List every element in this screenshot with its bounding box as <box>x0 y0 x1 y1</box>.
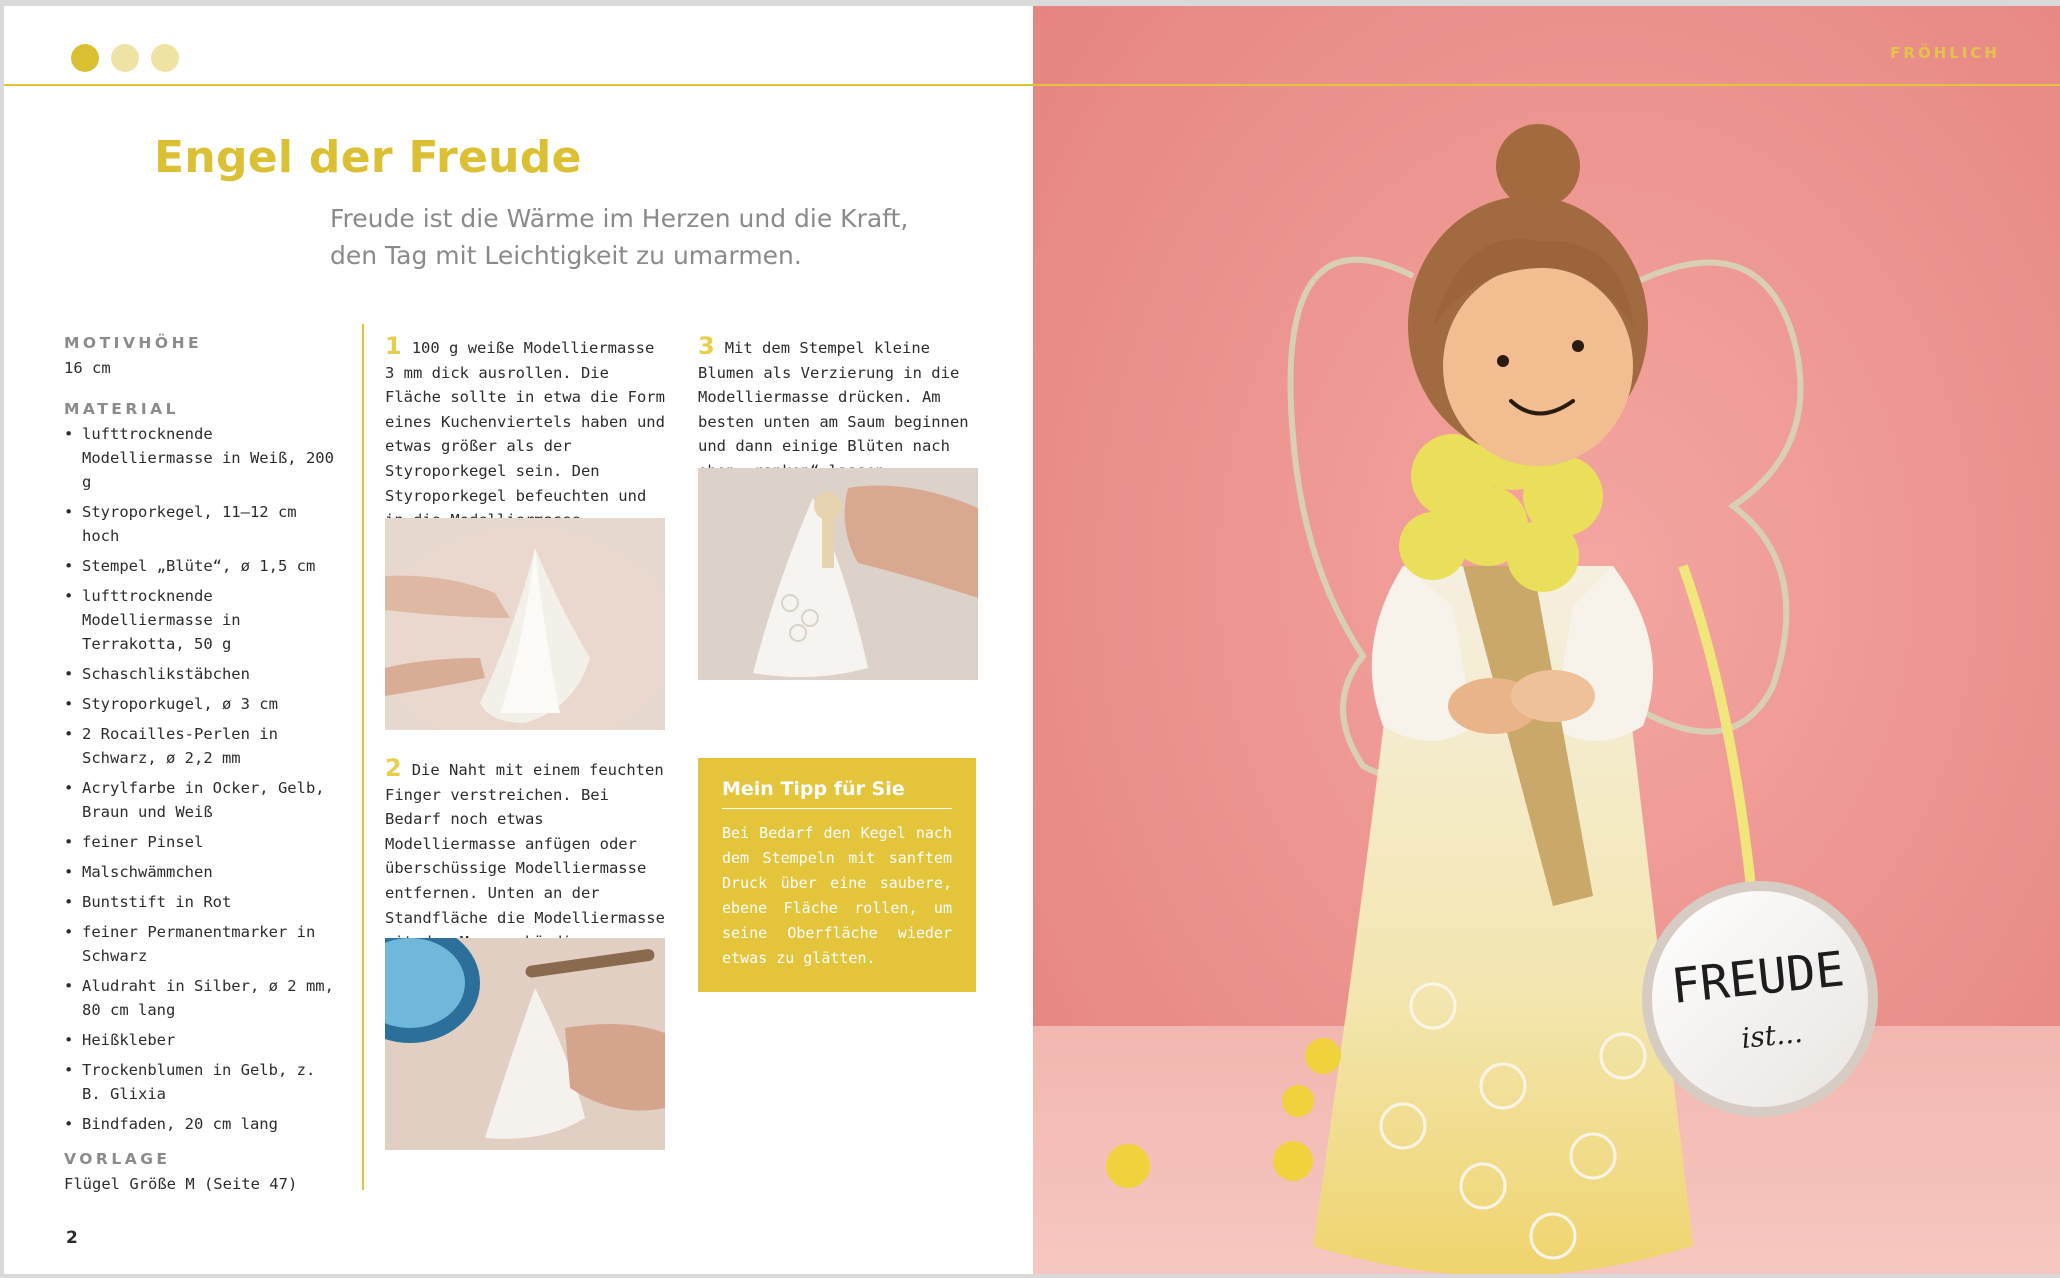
step-3-number: 3 <box>698 332 715 360</box>
step-1-text: 100 g weiße Modelliermasse 3 mm dick ausrollen. Die Fläche sollte in etwa die Form eines Kuchenviertels haben und etwas größer als der Styroporkegel sein. Den Styroporkegel befeuchten und <box>385 339 665 505</box>
tip-box <box>698 758 976 992</box>
right-page <box>1033 6 2060 1274</box>
list-item: • feiner Pinsel <box>64 830 334 854</box>
tip-title: Mein Tipp für Sie <box>722 778 952 809</box>
list-item: • Acrylfarbe in Ocker, Gelb, Braun und Weiß <box>64 776 334 824</box>
list-item: • Schaschlikstäbchen <box>64 662 334 686</box>
step-1-photo <box>385 518 665 730</box>
material-list <box>64 422 334 1136</box>
dot-3 <box>151 44 179 72</box>
motivhoehe-label: MOTIVHÖHE <box>64 334 203 352</box>
tag-text-1: FREUDE <box>1668 941 1847 1016</box>
list-item: • feiner Permanentmarker in Schwarz <box>64 920 334 968</box>
running-head: FRÖHLICH <box>1890 44 2000 62</box>
list-item: • Malschwämmchen <box>64 860 334 884</box>
page-dots <box>71 44 179 72</box>
list-item: • Aludraht in Silber, ø 2 mm, 80 cm lang <box>64 974 334 1022</box>
page-subtitle <box>330 200 970 274</box>
material-sidebar <box>64 334 334 1216</box>
list-item: • Stempel „Blüte“, ø 1,5 cm <box>64 554 334 578</box>
angel-photo <box>1033 6 2060 1274</box>
material-label: MATERIAL <box>64 400 179 418</box>
list-item: • 2 Rocailles-Perlen in Schwarz, ø 2,2 mm <box>64 722 334 770</box>
list-item: • Heißkleber <box>64 1028 334 1052</box>
step-2-photo <box>385 938 665 1150</box>
column-divider <box>362 324 364 1190</box>
step-2-number: 2 <box>385 754 402 782</box>
header-rule-right <box>1033 84 2060 86</box>
list-item: • Trockenblumen in Gelb, z. B. Glixia <box>64 1058 334 1106</box>
list-item: • lufttrocknende Modelliermasse in Terrakotta, 50 g <box>64 584 334 656</box>
material-block <box>64 400 334 1136</box>
step-2-illustration <box>385 938 665 1150</box>
vorlage-label: VORLAGE <box>64 1150 171 1168</box>
page-title: Engel der Freude <box>154 132 582 183</box>
list-item: • Styroporkugel, ø 3 cm <box>64 692 334 716</box>
list-item: • Styroporkegel, 11–12 cm hoch <box>64 500 334 548</box>
step-2-text: Die Naht mit einem feuchten Finger verstreichen. Bei Bedarf noch etwas Modelliermasse anfügen oder überschüssige Modelliermasse entfernen. Unten an der Standfläche die Modelliermasse <box>385 761 665 927</box>
step-3 <box>698 334 980 484</box>
list-item: • Bindfaden, 20 cm lang <box>64 1112 334 1136</box>
subtitle-line-1: Freude ist die Wärme im Herzen und die Kraft, <box>330 204 909 233</box>
tip-text: Bei Bedarf den Kegel nach dem Stempeln mit sanftem Druck über eine saubere, ebene Fläche rollen, um seine Oberfläche wieder etwas zu glätten. <box>722 824 952 967</box>
dot-1 <box>71 44 99 72</box>
tag-text-2: ist... <box>1739 1015 1805 1056</box>
page-number: 2 <box>66 1228 78 1248</box>
header-rule <box>4 84 1033 86</box>
vorlage-block <box>64 1150 334 1196</box>
step-1-illustration <box>385 518 665 730</box>
motivhoehe-value: 16 cm <box>64 359 111 377</box>
dot-2 <box>111 44 139 72</box>
motivhoehe-block <box>64 334 334 380</box>
vorlage-value: Flügel Größe M (Seite 47) <box>64 1175 298 1193</box>
step-3-illustration <box>698 468 978 680</box>
list-item: • Buntstift in Rot <box>64 890 334 914</box>
step-3-photo <box>698 468 978 680</box>
left-page <box>4 6 1033 1274</box>
step-1-number: 1 <box>385 332 402 360</box>
step-3-text: Mit dem Stempel kleine Blumen als Verzierung in die Modelliermasse drücken. Am besten unten am Saum beginnen und dann einige Blüten nach <box>698 339 969 456</box>
list-item: • lufttrocknende Modelliermasse in Weiß, 200 g <box>64 422 334 494</box>
subtitle-line-2: den Tag mit Leichtigkeit zu umarmen. <box>330 241 802 270</box>
